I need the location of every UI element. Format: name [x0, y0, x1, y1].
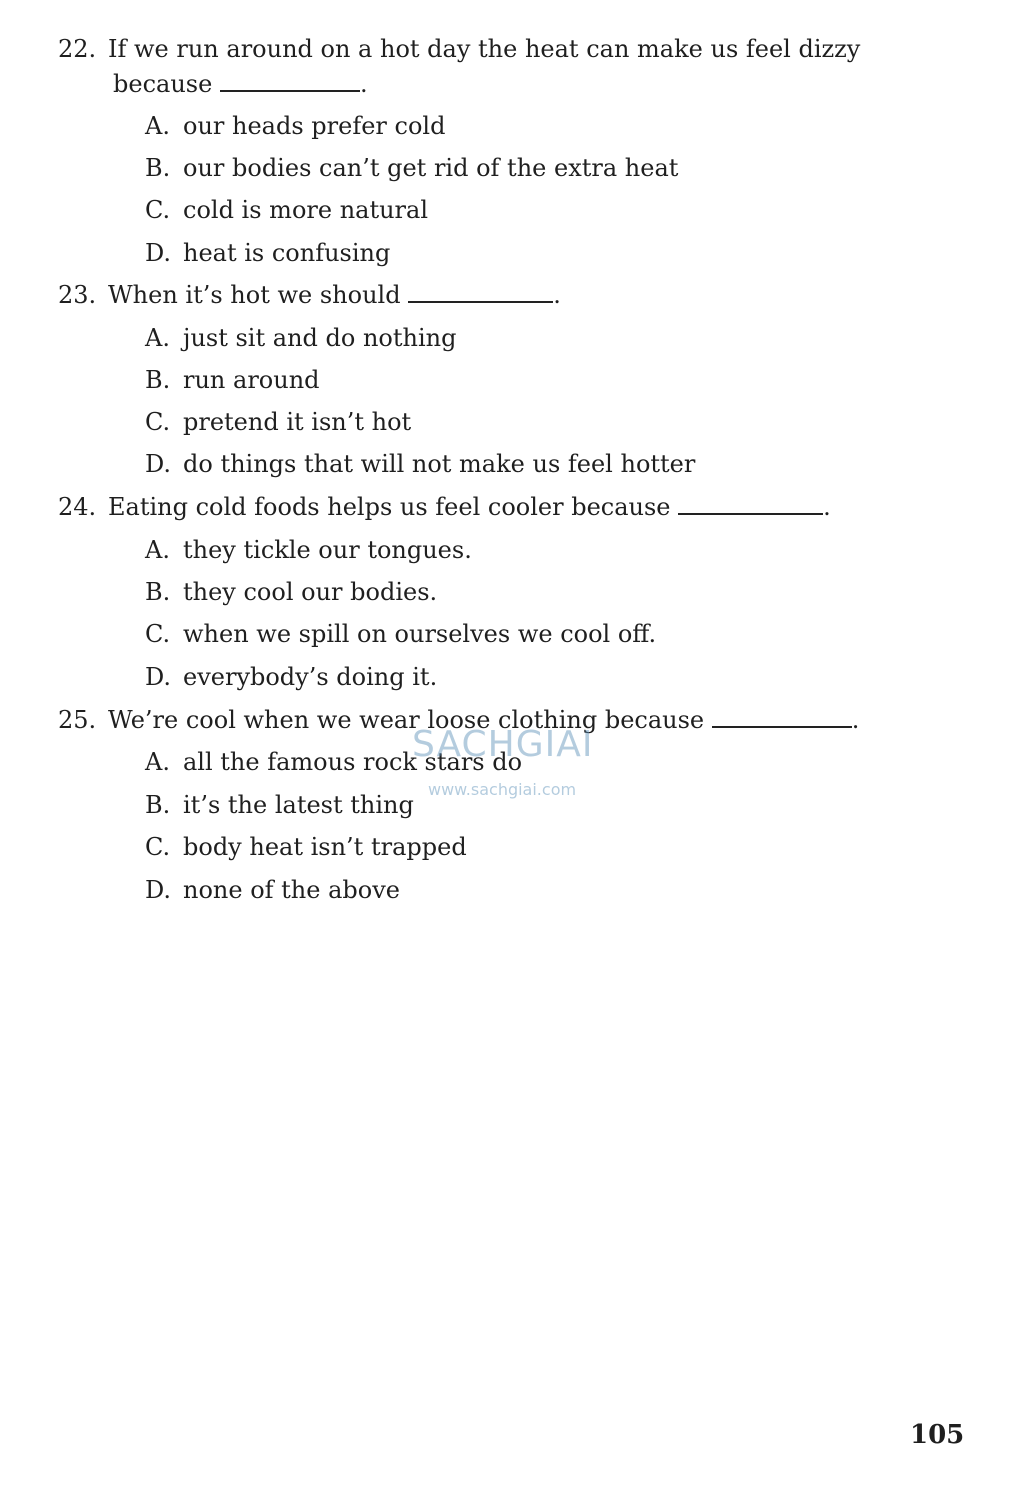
option-letter: D.: [145, 239, 172, 267]
option-text: when we spill on ourselves we cool off.: [183, 620, 657, 648]
option-24-a: [145, 533, 472, 568]
option-text: they cool our bodies.: [183, 578, 438, 606]
option-text: they tickle our tongues.: [183, 536, 472, 564]
question-end-punct: .: [851, 706, 860, 734]
answer-blank: [678, 495, 823, 515]
option-letter: C.: [145, 196, 171, 224]
question-end-punct: .: [553, 281, 561, 309]
watermark-url: www.sachgiai.com: [428, 780, 577, 799]
question-number: 22.: [58, 35, 97, 63]
option-25-b: [145, 788, 414, 823]
option-letter: D.: [145, 663, 172, 691]
option-25-c: [145, 830, 467, 865]
option-text: run around: [183, 366, 320, 394]
option-23-a: [145, 321, 456, 356]
option-25-d: [145, 873, 400, 908]
option-letter: C.: [145, 620, 171, 648]
option-22-d: [145, 236, 390, 271]
option-24-b: [145, 575, 437, 610]
watermark: [410, 718, 620, 808]
question-end-punct: .: [359, 70, 368, 98]
answer-blank: [408, 283, 553, 303]
option-letter: A.: [145, 536, 170, 564]
question-text: If we run around on a hot day the heat can make us feel dizzy: [108, 35, 861, 63]
answer-blank: [712, 708, 852, 728]
option-letter: C.: [145, 833, 171, 861]
question-text: We’re cool when we wear loose clothing because: [108, 706, 705, 734]
option-letter: B.: [145, 578, 171, 606]
option-letter: A.: [145, 324, 170, 352]
option-24-d: [145, 660, 437, 695]
option-letter: A.: [145, 748, 170, 776]
watermark-brand: SACHGIAI: [412, 724, 594, 765]
option-23-d: [145, 447, 695, 482]
option-letter: D.: [145, 876, 172, 904]
option-letter: B.: [145, 791, 171, 819]
question-number: 25.: [58, 706, 97, 734]
option-text: heat is confusing: [183, 239, 391, 267]
option-letter: D.: [145, 450, 172, 478]
option-letter: B.: [145, 154, 171, 182]
option-text: pretend it isn’t hot: [183, 408, 412, 436]
question-text-continued: because: [113, 70, 213, 98]
option-text: just sit and do nothing: [183, 324, 457, 352]
question-number: 24.: [58, 493, 97, 521]
question-text: Eating cold foods helps us feel cooler because: [108, 493, 671, 521]
option-22-c: [145, 193, 428, 228]
option-text: do things that will not make us feel hotter: [183, 450, 696, 478]
option-text: none of the above: [183, 876, 400, 904]
question-number: 23.: [58, 281, 97, 309]
option-24-c: [145, 617, 656, 652]
question-22: [58, 32, 958, 102]
option-23-c: [145, 405, 411, 440]
option-letter: C.: [145, 408, 171, 436]
option-letter: A.: [145, 112, 170, 140]
option-text: our heads prefer cold: [183, 112, 446, 140]
option-22-b: [145, 151, 678, 186]
option-text: our bodies can’t get rid of the extra heat: [183, 154, 679, 182]
option-text: body heat isn’t trapped: [183, 833, 467, 861]
page-number: 105: [910, 1420, 965, 1450]
answer-blank: [220, 72, 360, 92]
option-text: everybody’s doing it.: [183, 663, 438, 691]
option-22-a: [145, 109, 445, 144]
question-23: [58, 278, 958, 313]
option-text: cold is more natural: [183, 196, 429, 224]
option-letter: B.: [145, 366, 171, 394]
question-text: When it’s hot we should: [108, 281, 401, 309]
question-24: [58, 490, 958, 525]
question-end-punct: .: [823, 493, 831, 521]
option-text: all the famous rock stars do: [183, 748, 523, 776]
option-23-b: [145, 363, 320, 398]
option-text: it’s the latest thing: [183, 791, 414, 819]
